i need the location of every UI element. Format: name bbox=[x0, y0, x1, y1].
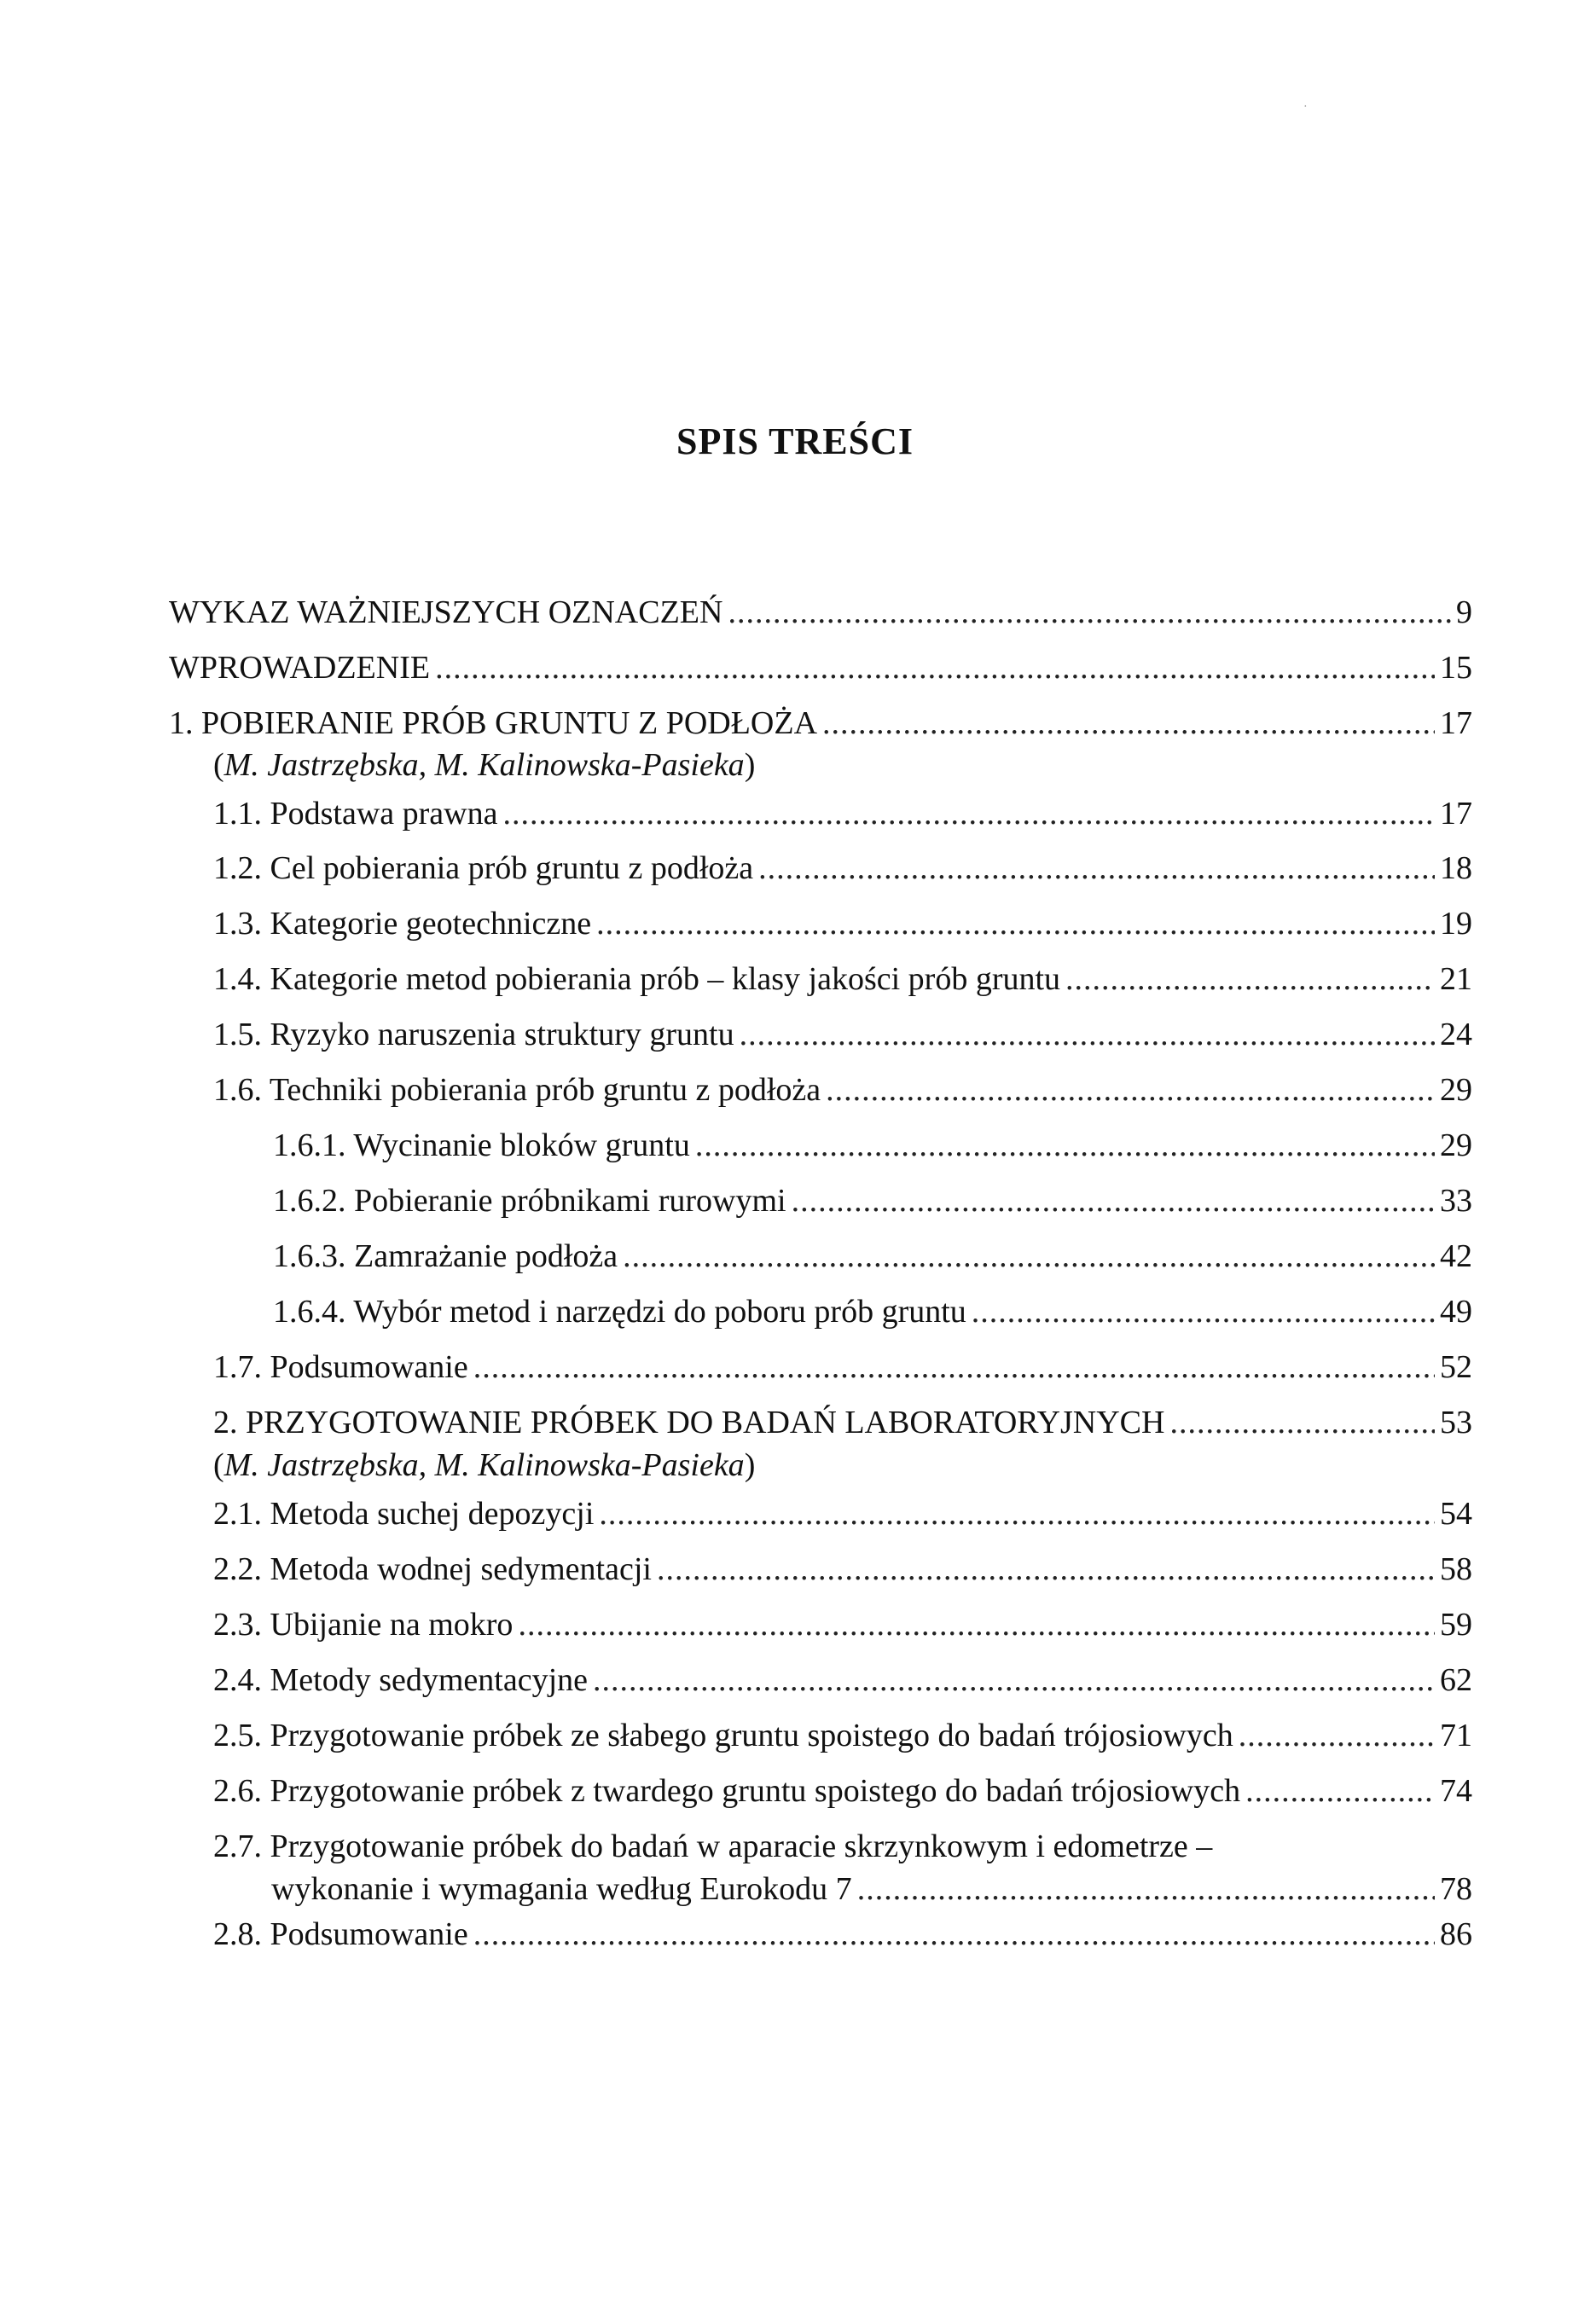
dot-leader bbox=[518, 1603, 1435, 1646]
dot-leader bbox=[822, 702, 1435, 745]
dot-leader bbox=[972, 1290, 1435, 1333]
toc-entry-text: 1.3. Kategorie geotechniczne bbox=[213, 906, 592, 942]
toc-entry-1-4[interactable] bbox=[213, 958, 1472, 1000]
toc-page-number: 52 bbox=[1440, 1349, 1472, 1385]
toc-entry-text: 1.4. Kategorie metod pobierania prób – klasy jakości prób gruntu bbox=[213, 961, 1061, 997]
toc-entry-text: 1.1. Podstawa prawna bbox=[213, 796, 498, 832]
toc-page-number: 15 bbox=[1440, 650, 1472, 686]
dot-leader bbox=[1239, 1714, 1435, 1757]
dot-leader bbox=[1065, 958, 1435, 1000]
dot-leader bbox=[473, 1913, 1435, 1956]
toc-entry-2-2[interactable] bbox=[213, 1548, 1472, 1591]
toc-entry-text: 2. PRZYGOTOWANIE PRÓBEK DO BADAŃ LABORATORYJNYCH bbox=[213, 1405, 1165, 1440]
page-title: SPIS TREŚCI bbox=[676, 420, 914, 462]
toc-entry-1-6[interactable] bbox=[213, 1069, 1472, 1111]
toc-entry-text: 1.7. Podsumowanie bbox=[213, 1349, 468, 1385]
toc-page-number: 53 bbox=[1440, 1405, 1472, 1440]
open-paren: ( bbox=[213, 1447, 224, 1483]
dot-leader bbox=[1169, 1401, 1435, 1444]
dot-leader bbox=[792, 1179, 1435, 1222]
toc-entry-chapter-1[interactable] bbox=[169, 702, 1472, 745]
dot-leader bbox=[502, 792, 1435, 835]
author-names: M. Jastrzębska, M. Kalinowska-Pasieka bbox=[223, 747, 745, 783]
toc-page-number: 29 bbox=[1440, 1127, 1472, 1163]
toc-entry-2-7[interactable] bbox=[271, 1868, 1472, 1910]
toc-page-number: 59 bbox=[1440, 1607, 1472, 1643]
toc-entry-text: 2.3. Ubijanie na mokro bbox=[213, 1607, 514, 1643]
toc-entry-1-6-4[interactable] bbox=[273, 1290, 1472, 1333]
toc-entry-1-2[interactable] bbox=[213, 847, 1472, 890]
toc-entry-text: 1.6.1. Wycinanie bloków gruntu bbox=[273, 1127, 690, 1163]
dot-leader bbox=[695, 1124, 1435, 1167]
author-names: M. Jastrzębska, M. Kalinowska-Pasieka bbox=[223, 1447, 745, 1483]
toc-page-number: 58 bbox=[1440, 1551, 1472, 1587]
toc-page-number: 86 bbox=[1440, 1916, 1472, 1952]
dot-leader bbox=[728, 591, 1451, 634]
toc-entry-text: WYKAZ WAŻNIEJSZYCH OZNACZEŃ bbox=[169, 594, 723, 630]
toc-entry-chapter-2[interactable] bbox=[213, 1401, 1472, 1444]
toc-entry-2-1[interactable] bbox=[213, 1492, 1472, 1535]
dot-leader bbox=[1245, 1770, 1435, 1812]
toc-entry-text: 1.5. Ryzyko naruszenia struktury gruntu bbox=[213, 1017, 734, 1052]
toc-page-number: 71 bbox=[1440, 1718, 1472, 1753]
dot-leader bbox=[740, 1013, 1435, 1056]
toc-entry-2-5[interactable] bbox=[213, 1714, 1472, 1757]
toc-entry-text: 1.2. Cel pobierania prób gruntu z podłoża bbox=[213, 850, 754, 886]
toc-entry-2-8[interactable] bbox=[213, 1913, 1472, 1956]
toc-entry-1-7[interactable] bbox=[213, 1346, 1472, 1388]
toc-page-number: 33 bbox=[1440, 1183, 1472, 1219]
toc-entry-1-6-2[interactable] bbox=[273, 1179, 1472, 1222]
dot-leader bbox=[593, 1659, 1435, 1701]
toc-entry-text: 2.5. Przygotowanie próbek ze słabego gruntu spoistego do badań trójosiowych bbox=[213, 1718, 1233, 1753]
open-paren: ( bbox=[213, 747, 224, 783]
toc-page-number: 62 bbox=[1440, 1662, 1472, 1698]
toc-entry-text: 2.2. Metoda wodnej sedymentacji bbox=[213, 1551, 652, 1587]
toc-entry-1-5[interactable] bbox=[213, 1013, 1472, 1056]
toc-page-number: 17 bbox=[1440, 705, 1472, 741]
toc-page-number: 9 bbox=[1456, 594, 1472, 630]
toc-page-number: 74 bbox=[1440, 1773, 1472, 1809]
toc-entry-text: 1.6.4. Wybór metod i narzędzi do poboru prób gruntu bbox=[273, 1294, 966, 1330]
toc-entry-1-6-3[interactable] bbox=[273, 1235, 1472, 1278]
toc-page-number: 21 bbox=[1440, 961, 1472, 997]
toc-entry-text: 1.6.2. Pobieranie próbnikami rurowymi bbox=[273, 1183, 786, 1219]
toc-entry-text: 1.6. Techniki pobierania prób gruntu z podłoża bbox=[213, 1072, 821, 1108]
toc-entry-2-4[interactable] bbox=[213, 1659, 1472, 1701]
toc-entry-text: wykonanie i wymagania według Eurokodu 7 bbox=[271, 1871, 852, 1907]
chapter-2-authors bbox=[213, 1444, 755, 1487]
toc-entry-text: 2.4. Metody sedymentacyjne bbox=[213, 1662, 589, 1698]
toc-entry-text: 1.6.3. Zamrażanie podłoża bbox=[273, 1238, 618, 1274]
dot-leader bbox=[657, 1548, 1435, 1591]
dot-leader bbox=[826, 1069, 1435, 1111]
toc-page-number: 24 bbox=[1440, 1017, 1472, 1052]
toc-page-number: 18 bbox=[1440, 850, 1472, 886]
toc-entry-2-6[interactable] bbox=[213, 1770, 1472, 1812]
toc-page-number: 49 bbox=[1440, 1294, 1472, 1330]
toc-entry-wprowadzenie[interactable] bbox=[169, 646, 1472, 689]
toc-entry-wykaz[interactable] bbox=[169, 591, 1472, 634]
toc-entry-text: 1. POBIERANIE PRÓB GRUNTU Z PODŁOŻA bbox=[169, 705, 818, 741]
dot-leader bbox=[623, 1235, 1435, 1278]
close-paren: ) bbox=[744, 1447, 756, 1483]
dot-leader bbox=[857, 1868, 1435, 1910]
dot-leader bbox=[435, 646, 1435, 689]
toc-entry-1-6-1[interactable] bbox=[273, 1124, 1472, 1167]
dot-leader bbox=[758, 847, 1435, 890]
chapter-1-authors bbox=[213, 744, 755, 786]
toc-entry-text: WPROWADZENIE bbox=[169, 650, 431, 686]
scan-speck: · bbox=[1303, 101, 1308, 113]
toc-page-number: 29 bbox=[1440, 1072, 1472, 1108]
dot-leader bbox=[596, 902, 1435, 945]
toc-page-number: 78 bbox=[1440, 1871, 1472, 1907]
toc-entry-2-7-line-1[interactable]: 2.7. Przygotowanie próbek do badań w aparacie skrzynkowym i edometrze – bbox=[213, 1828, 1213, 1864]
toc-page-number: 42 bbox=[1440, 1238, 1472, 1274]
toc-entry-text: 2.8. Podsumowanie bbox=[213, 1916, 468, 1952]
toc-entry-1-3[interactable] bbox=[213, 902, 1472, 945]
toc-page-number: 17 bbox=[1440, 796, 1472, 832]
toc-entry-1-1[interactable] bbox=[213, 792, 1472, 835]
toc-entry-text: 2.6. Przygotowanie próbek z twardego gruntu spoistego do badań trójosiowych bbox=[213, 1773, 1241, 1809]
toc-entry-text: 2.1. Metoda suchej depozycji bbox=[213, 1496, 595, 1532]
toc-entry-2-3[interactable] bbox=[213, 1603, 1472, 1646]
close-paren: ) bbox=[744, 747, 756, 783]
toc-page-number: 54 bbox=[1440, 1496, 1472, 1532]
toc-page-number: 19 bbox=[1440, 906, 1472, 942]
dot-leader bbox=[473, 1346, 1435, 1388]
dot-leader bbox=[599, 1492, 1435, 1535]
